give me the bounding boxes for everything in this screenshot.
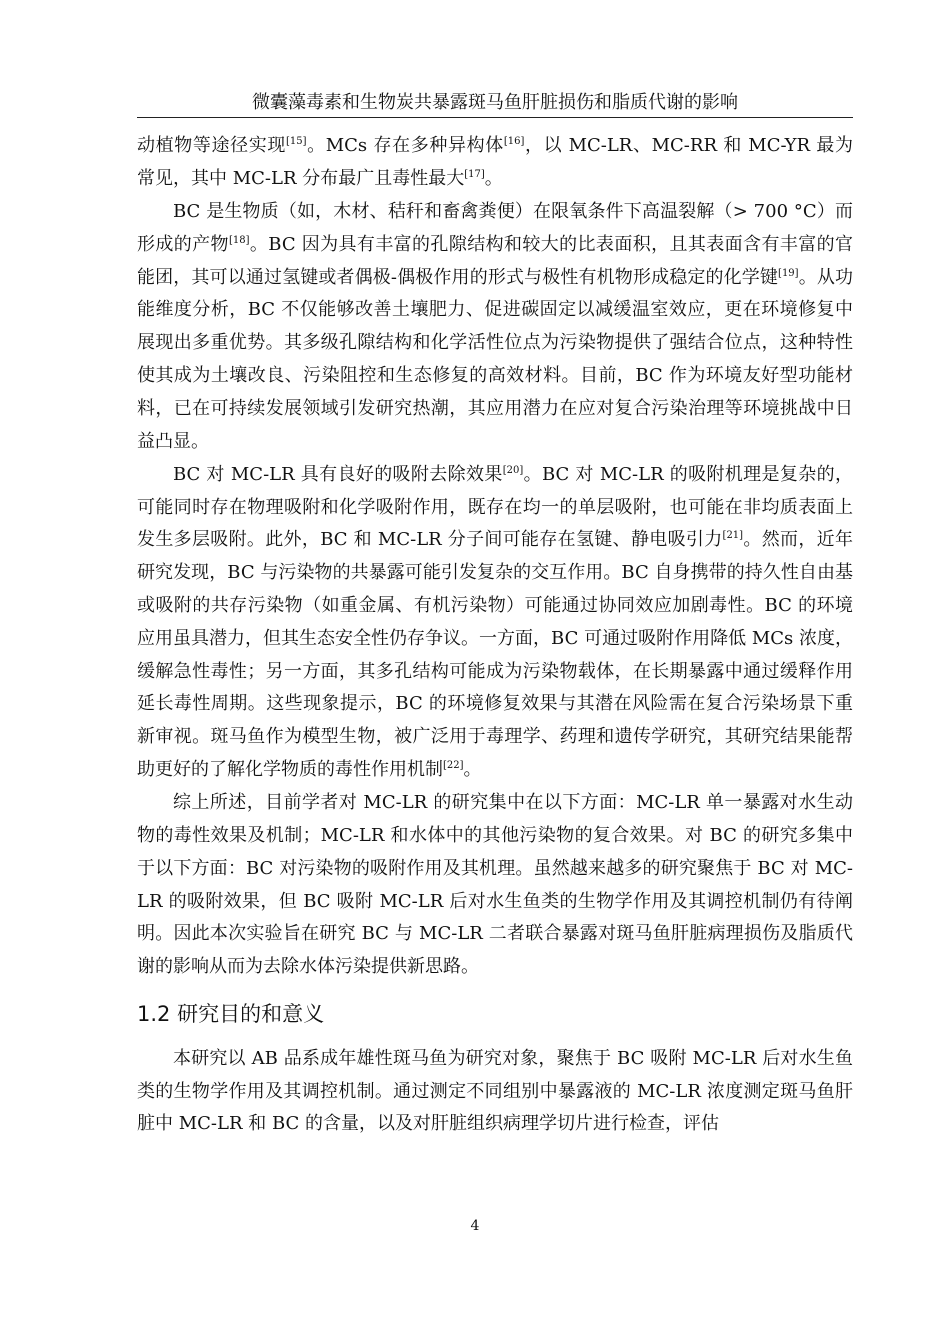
text-run: 。从功能维度分析，BC 不仅能够改善土壤肥力、促进碳固定以减缓温室效应，更在环境修复中展现出多重优势。其多级孔隙结构和化学活性位点为污染物提供了强结合位点，这种特性使其成为土壤改良、污染阻控和生态修复的高效材料。目前，BC 作为环境友好型功能材料，已在可持续发展领域引发研究热潮，其应用潜力在应对复合污染治理等环境挑战中日益凸显。	[137, 266, 853, 452]
text-run: 。BC 因为具有丰富的孔隙结构和较大的比表面积，且其表面含有丰富的官能团，其可以通过氢键或者偶极-偶极作用的形式与极性有机物形成稳定的化学键	[137, 233, 853, 288]
text-run: 。BC 对 MC-LR 的吸附机理是复杂的，可能同时存在物理吸附和化学吸附作用，既存在均一的单层吸附，也可能在非均质表面上发生多层吸附。此外，BC 和 MC-LR 分子间可能存在氢键、静电吸引力	[137, 463, 853, 551]
text-run: 动植物等途径实现	[137, 135, 286, 156]
citation-ref: [19]	[778, 267, 799, 279]
page-number: 4	[470, 1218, 480, 1234]
paragraph-purpose: 本研究以 AB 品系成年雄性斑马鱼为研究对象，聚焦于 BC 吸附 MC-LR 后对水生鱼类的生物学作用及其调控机制。通过测定不同组别中暴露液的 MC-LR 浓度测定斑马鱼肝脏中 MC-LR 和 BC 的含量，以及对肝脏组织病理学切片进行检查，评估	[137, 1047, 853, 1135]
text-run: 。然而，近年研究发现，BC 与污染物的共暴露可能引发复杂的交互作用。BC 自身携带的持久性自由基或吸附的共存污染物（如重金属、有机污染物）可能通过协同效应加剧毒性。BC 的环境应用虽具潜力，但其生态安全性仍存争议。一方面，BC 可通过吸附作用降低 MCs 浓度，缓解急性毒性；另一方面，其多孔结构可能成为污染物载体，在长期暴露中通过缓释作用延长毒性周期。这些现象提示，BC 的环境修复效果与其潜在风险需在复合污染场景下重新审视。斑马鱼作为模型生物，被广泛用于毒理学、药理和遗传学研究，其研究结果能帮助更好的了解化学物质的毒性作用机制	[137, 529, 853, 780]
citation-ref: [20]	[502, 464, 524, 476]
text-run: 。MCs 存在多种异构体	[306, 135, 504, 156]
citation-ref: [15]	[285, 136, 307, 147]
text-run: 。	[463, 758, 482, 780]
section-heading: 1.2 研究目的和意义	[137, 1001, 325, 1026]
citation-ref: [16]	[503, 136, 525, 147]
page-body	[137, 130, 853, 1141]
paragraph-biochar-intro	[137, 196, 853, 458]
citation-ref: [21]	[722, 530, 744, 542]
text-run: BC 是生物质（如，木材、秸秆和畜禽粪便）在限氧条件下高温裂解（> 700 °C）而形成的产物	[137, 200, 853, 255]
citation-ref: [22]	[443, 759, 464, 771]
paragraph-continuation	[137, 130, 853, 196]
citation-ref: [18]	[228, 234, 250, 246]
text-run: BC 对 MC-LR 具有良好的吸附去除效果	[173, 463, 503, 485]
text-run: 综上所述，目前学者对 MC-LR 的研究集中在以下方面：MC-LR 单一暴露对水生动物的毒性效果及机制；MC-LR 和水体中的其他污染物的复合效果。对 BC 的研究多集中于以下方面：BC 对污染物的吸附作用及其机理。虽然越来越多的研究聚焦于 BC 对 MC-LR 的吸附效果，但 BC 吸附 MC-LR 后对水生鱼类的生物学作用及其调控机制仍有待阐明。因此本次实验旨在研究 BC 与 MC-LR 二者联合暴露对斑马鱼肝脏病理损伤及脂质代谢的影响从而为去除水体污染提供新思路。	[137, 792, 853, 978]
text-run: ，以 MC-LR、MC-RR 和 MC-YR 最为常见，其中 MC-LR 分布最广且毒性最大	[137, 135, 853, 189]
running-header: 微囊藻毒素和生物炭共暴露斑马鱼肝脏损伤和脂质代谢的影响	[137, 92, 853, 118]
citation-ref: [17]	[464, 168, 485, 180]
paragraph-adsorption	[137, 459, 853, 787]
text-run: 。	[484, 167, 503, 189]
paragraph-summary	[137, 787, 853, 984]
